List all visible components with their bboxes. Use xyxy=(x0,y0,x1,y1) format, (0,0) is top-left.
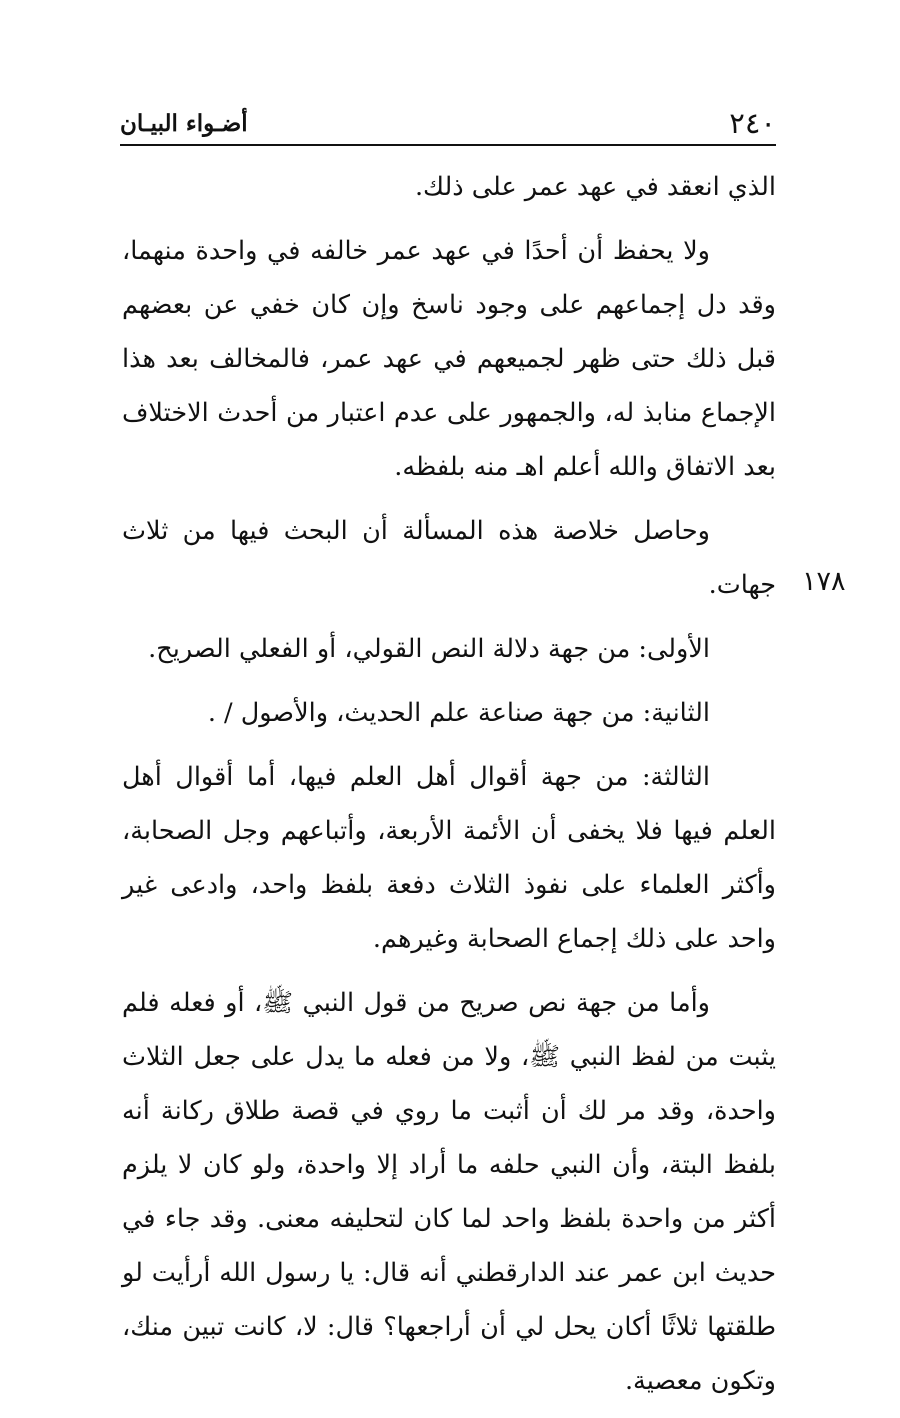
paragraph: وحاصل خلاصة هذه المسألة أن البحث فيها من ثلاث جهات. xyxy=(122,516,776,600)
margin-page-marker: ١٧٨ xyxy=(802,566,846,597)
page-number: ٢٤٠ xyxy=(729,106,776,140)
paragraph: وأما من جهة نص صريح من قول النبي ﷺ، أو فعله فلم يثبت من لفظ النبي ﷺ، ولا من فعله ما يدل على جعل الثلاث واحدة، وقد مر لك أن أثبت ما روي في قصة طلاق ركانة أنه بلفظ البتة، وأن النبي حلفه ما أراد إلا واحدة، ولو كان لا يلزم أكثر من واحدة بلفظ واحد لما كان لتحليفه معنى. وقد جاء في حديث ابن عمر عند الدارقطني أنه قال: يا رسول الله أرأيت لو طلقتها ثلاثًا أكان يحل لي أن أراجعها؟ قال: لا، كانت تبين منك، وتكون معصية. xyxy=(122,988,776,1396)
page-header xyxy=(120,104,776,146)
book-title: أضـواء البيـان xyxy=(120,110,248,137)
paragraph: الذي انعقد في عهد عمر على ذلك. xyxy=(414,172,776,202)
main-text xyxy=(122,160,776,1418)
paragraph: الثالثة: من جهة أقوال أهل العلم فيها، أما أقوال أهل العلم فيها فلا يخفى أن الأئمة الأربعة، وأتباعهم وجل الصحابة، وأكثر العلماء على نفوذ الثلاث دفعة بلفظ واحد، وادعى غير واحد على ذلك إجماع الصحابة وغيرهم. xyxy=(122,762,776,954)
paragraph: ولا يحفظ أن أحدًا في عهد عمر خالفه في واحدة منهما، وقد دل إجماعهم على وجود ناسخ وإن كان خفي عن بعضهم قبل ذلك حتى ظهر لجميعهم في عهد عمر، فالمخالف بعد هذا الإجماع منابذ له، والجمهور على عدم اعتبار من أحدث الاختلاف بعد الاتفاق والله أعلم اهـ منه بلفظه. xyxy=(122,236,776,482)
paragraph: الأولى: من جهة دلالة النص القولي، أو الفعلي الصريح. xyxy=(148,634,710,664)
paragraph: الثانية: من جهة صناعة علم الحديث، والأصول / . xyxy=(207,698,710,728)
